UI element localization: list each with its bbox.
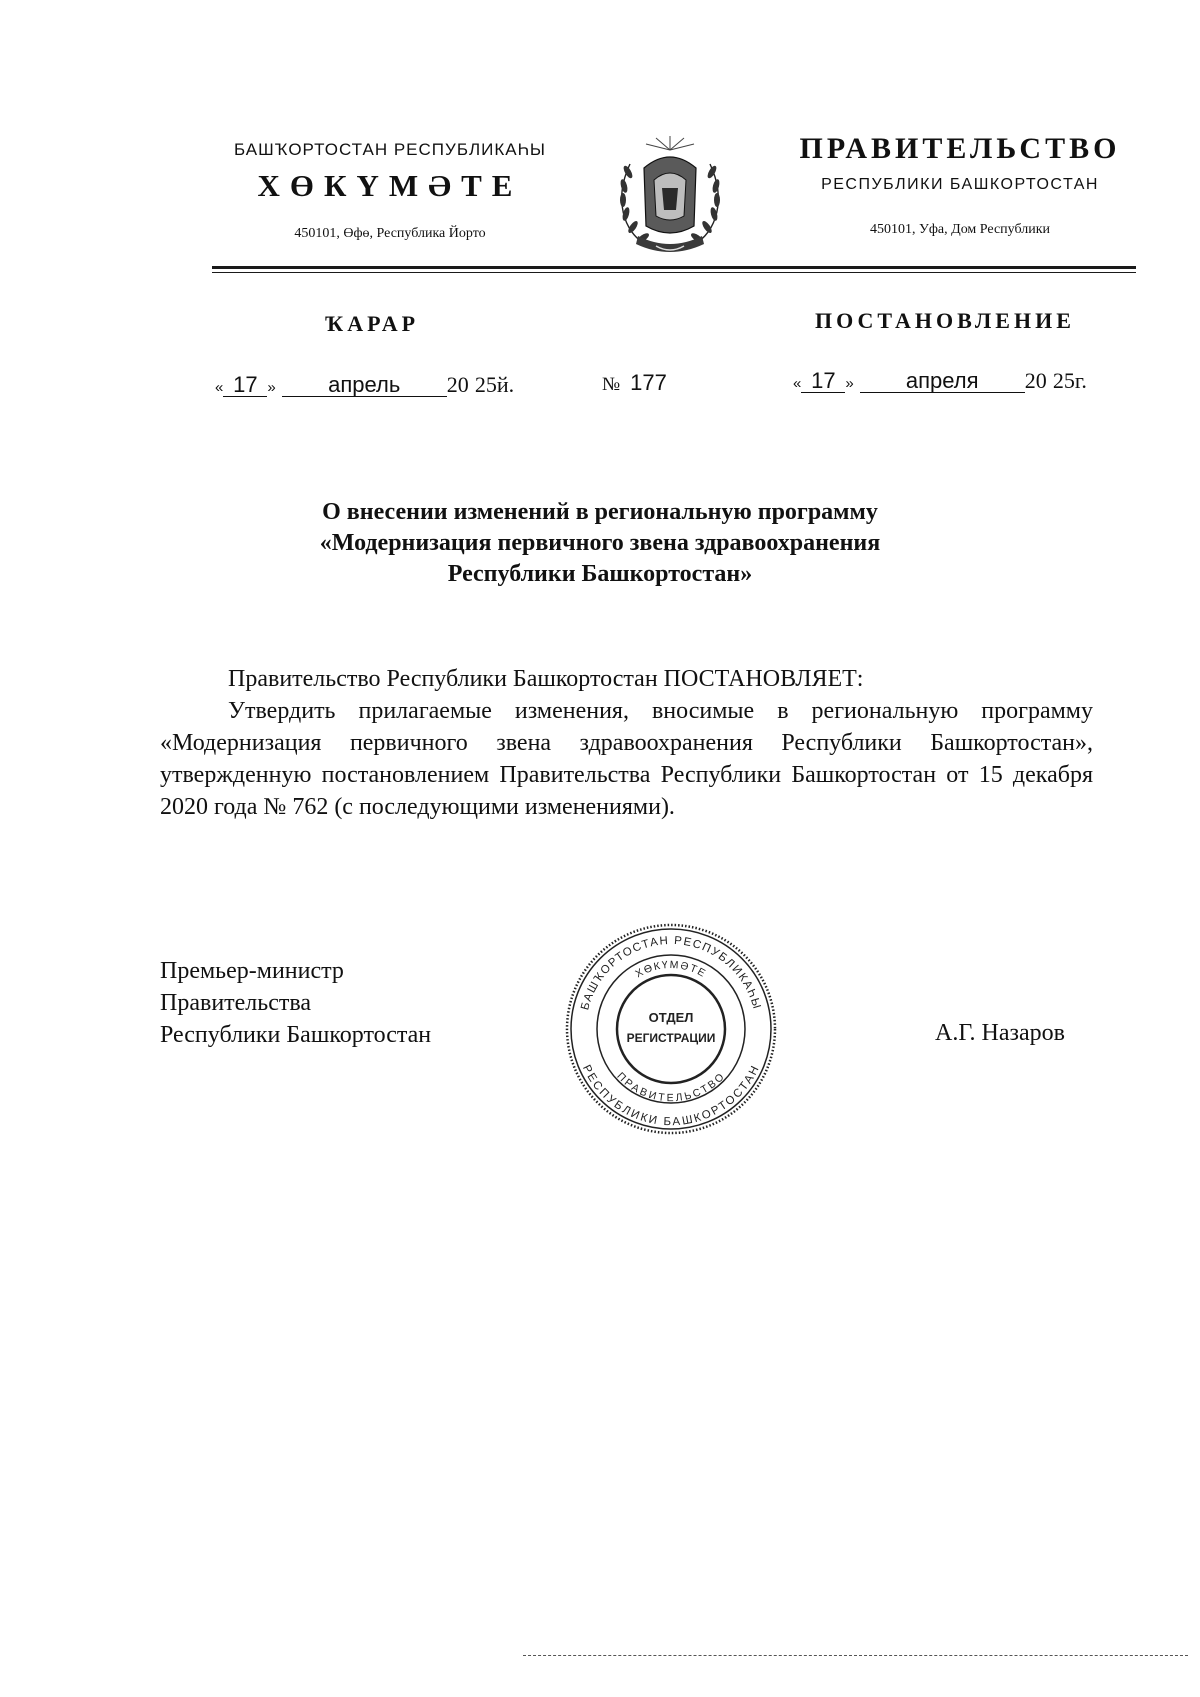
stamp-inner-bottom-text: ПРАВИТЕЛЬСТВО	[614, 1070, 728, 1105]
letterhead-russian-address: 450101, Уфа, Дом Республики	[869, 222, 1051, 237]
open-quote: «	[793, 375, 802, 392]
page-bottom-artifact-line	[523, 1655, 1188, 1656]
coat-of-arms-icon	[608, 128, 732, 260]
close-quote: »	[845, 375, 854, 392]
open-quote: «	[215, 379, 224, 396]
letterhead-bashkir-government: ХӨКҮМӘТЕ	[257, 168, 523, 203]
letterhead-bashkir-address: 450101, Өфө, Республика Йорто	[294, 226, 486, 241]
number-sign: №	[602, 374, 621, 395]
stamp-center-line: ОТДЕЛ	[648, 1010, 694, 1025]
svg-text:ПРАВИТЕЛЬСТВО	[614, 1070, 727, 1104]
stamp-outer-top-text: БАШҠОРТОСТАН РЕСПУБЛИКАҺЫ	[579, 934, 763, 1012]
stamp-inner-top-text: ХӨКҮМӘТЕ	[633, 958, 709, 981]
svg-text:ХӨКҮМӘТЕ	[633, 959, 708, 980]
document-title	[230, 497, 970, 590]
date-russian-day: 17	[801, 370, 845, 393]
date-bashkir	[215, 372, 514, 398]
letterhead-bashkir-title: БАШҠОРТОСТАН РЕСПУБЛИКАҺЫ	[234, 140, 546, 159]
signatory-position	[160, 955, 431, 1051]
date-russian-month: апреля	[860, 370, 1025, 393]
document-body	[160, 663, 1093, 823]
letterhead-divider-thick	[212, 266, 1136, 269]
date-russian-year-suffix: 25г.	[1052, 368, 1087, 393]
date-russian	[793, 368, 1087, 394]
signatory-position-line: Премьер-министр	[160, 958, 344, 984]
close-quote: »	[267, 379, 276, 396]
letterhead-divider-thin	[212, 272, 1136, 273]
date-bashkir-year-suffix: 25й.	[474, 372, 515, 397]
decree-number	[602, 370, 667, 396]
stamp-outer-bottom-text: РЕСПУБЛИКИ БАШКОРТОСТАН	[579, 1063, 763, 1129]
body-paragraph-approve: Утвердить прилагаемые изменения, вносимые в региональную программу «Модернизация первичного звена здравоохранения Республики Башкортостан», утвержденную постановлением Правительства Республики Башкортостан от 15 декабря 2020 года № 762 (с последующими изменениями).	[160, 698, 1093, 820]
letterhead-russian-subtitle: РЕСПУБЛИКИ БАШКОРТОСТАН	[821, 176, 1099, 193]
date-russian-year-prefix: 20	[1024, 368, 1047, 393]
letterhead-russian-title: ПРАВИТЕЛЬСТВО	[799, 132, 1121, 165]
postanovlenie-label: ПОСТАНОВЛЕНИЕ	[815, 308, 1075, 333]
registration-stamp	[560, 918, 782, 1140]
date-bashkir-month: апрель	[282, 374, 447, 397]
stamp-center-line: РЕГИСТРАЦИИ	[626, 1031, 716, 1045]
signatory-position-line: Правительства	[160, 990, 312, 1016]
date-bashkir-year-prefix: 20	[446, 372, 469, 397]
body-paragraph-decree: Правительство Республики Башкортостан ПОСТАНОВЛЯЕТ:	[228, 666, 864, 692]
document-title-line: «Модернизация первичного звена здравоохранения	[319, 530, 881, 556]
date-bashkir-day: 17	[223, 374, 267, 397]
document-title-line: Республики Башкортостан»	[447, 561, 753, 587]
signatory-position-line: Республики Башкортостан	[160, 1022, 432, 1048]
document-title-line: О внесении изменений в региональную программу	[322, 499, 878, 525]
signatory-name: А.Г. Назаров	[935, 1020, 1065, 1046]
decree-number-value: 177	[630, 370, 667, 395]
karar-label: ҠАРАР	[325, 311, 420, 336]
